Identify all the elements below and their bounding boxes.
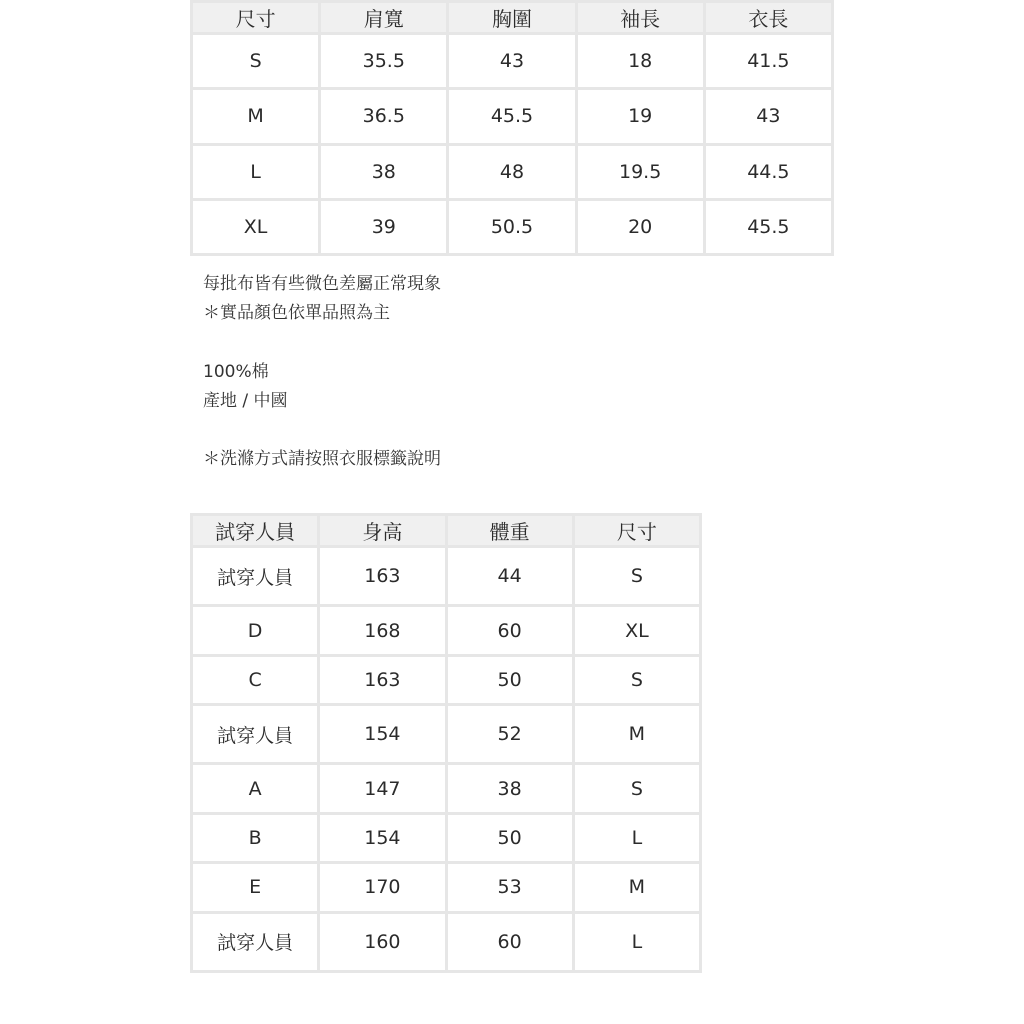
table-cell: 170: [319, 863, 446, 912]
table-cell: M: [192, 89, 320, 144]
fit-table-header-row: [192, 515, 701, 547]
table-cell: S: [573, 547, 700, 606]
fit-model-table: [190, 513, 702, 973]
chest-header-cell: 胸圍: [448, 2, 576, 34]
table-cell: 48: [448, 144, 576, 199]
table-cell: E: [192, 863, 319, 912]
table-cell: 50.5: [448, 199, 576, 254]
table-cell: S: [192, 34, 320, 89]
shoulder-header-cell: 肩寬: [320, 2, 448, 34]
size-header-cell: 尺寸: [192, 2, 320, 34]
table-cell: 19.5: [576, 144, 704, 199]
table-cell: D: [192, 606, 319, 655]
weight-header-cell: 體重: [446, 515, 573, 547]
table-cell: 38: [320, 144, 448, 199]
table-cell: 38: [446, 764, 573, 813]
table-cell: S: [573, 764, 700, 813]
model-header-cell: 試穿人員: [192, 515, 319, 547]
table-cell: M: [573, 705, 700, 764]
table-cell: 43: [448, 34, 576, 89]
height-header-cell: 身高: [319, 515, 446, 547]
table-cell: C: [192, 655, 319, 704]
table-cell: L: [192, 144, 320, 199]
table-cell: 52: [446, 705, 573, 764]
table-cell: 163: [319, 655, 446, 704]
wash-instruction-text: ＊洗滌方式請按照衣服標籤說明: [203, 449, 441, 469]
color-variance-note: 每批布皆有些微色差屬正常現象: [203, 274, 441, 294]
fabric-notes: [203, 270, 441, 328]
table-cell: 45.5: [448, 89, 576, 144]
table-cell: L: [573, 912, 700, 971]
material-notes: [203, 358, 288, 416]
table-cell: 50: [446, 655, 573, 704]
table-cell: 60: [446, 912, 573, 971]
table-cell: 50: [446, 813, 573, 862]
size-header-cell: 尺寸: [573, 515, 700, 547]
table-cell: 試穿人員: [192, 547, 319, 606]
table-cell: M: [573, 863, 700, 912]
table-cell: 45.5: [704, 199, 832, 254]
table-row: [192, 912, 701, 971]
table-cell: 44.5: [704, 144, 832, 199]
material-text: 100%棉: [203, 362, 269, 382]
table-cell: 60: [446, 606, 573, 655]
table-cell: XL: [573, 606, 700, 655]
size-chart-header-row: [192, 2, 833, 34]
table-cell: 160: [319, 912, 446, 971]
size-chart-table: [190, 0, 834, 256]
origin-text: 產地 / 中國: [203, 391, 288, 411]
product-color-note: ＊實品顏色依單品照為主: [203, 303, 390, 323]
table-cell: 36.5: [320, 89, 448, 144]
length-header-cell: 衣長: [704, 2, 832, 34]
table-cell: 試穿人員: [192, 912, 319, 971]
table-cell: A: [192, 764, 319, 813]
table-cell: 53: [446, 863, 573, 912]
table-cell: 39: [320, 199, 448, 254]
table-cell: XL: [192, 199, 320, 254]
sleeve-header-cell: 袖長: [576, 2, 704, 34]
table-row: [192, 813, 701, 862]
table-cell: 163: [319, 547, 446, 606]
table-cell: 43: [704, 89, 832, 144]
table-cell: 147: [319, 764, 446, 813]
table-cell: 20: [576, 199, 704, 254]
table-row: [192, 199, 833, 254]
table-cell: 154: [319, 813, 446, 862]
wash-notes: [203, 445, 441, 474]
table-cell: 44: [446, 547, 573, 606]
table-cell: 19: [576, 89, 704, 144]
table-row: [192, 764, 701, 813]
table-cell: S: [573, 655, 700, 704]
table-cell: B: [192, 813, 319, 862]
table-row: [192, 144, 833, 199]
table-cell: L: [573, 813, 700, 862]
table-row: [192, 705, 701, 764]
table-row: [192, 34, 833, 89]
table-cell: 18: [576, 34, 704, 89]
table-row: [192, 547, 701, 606]
table-row: [192, 89, 833, 144]
table-cell: 試穿人員: [192, 705, 319, 764]
table-row: [192, 655, 701, 704]
table-cell: 168: [319, 606, 446, 655]
table-cell: 35.5: [320, 34, 448, 89]
table-row: [192, 606, 701, 655]
table-row: [192, 863, 701, 912]
table-cell: 41.5: [704, 34, 832, 89]
table-cell: 154: [319, 705, 446, 764]
